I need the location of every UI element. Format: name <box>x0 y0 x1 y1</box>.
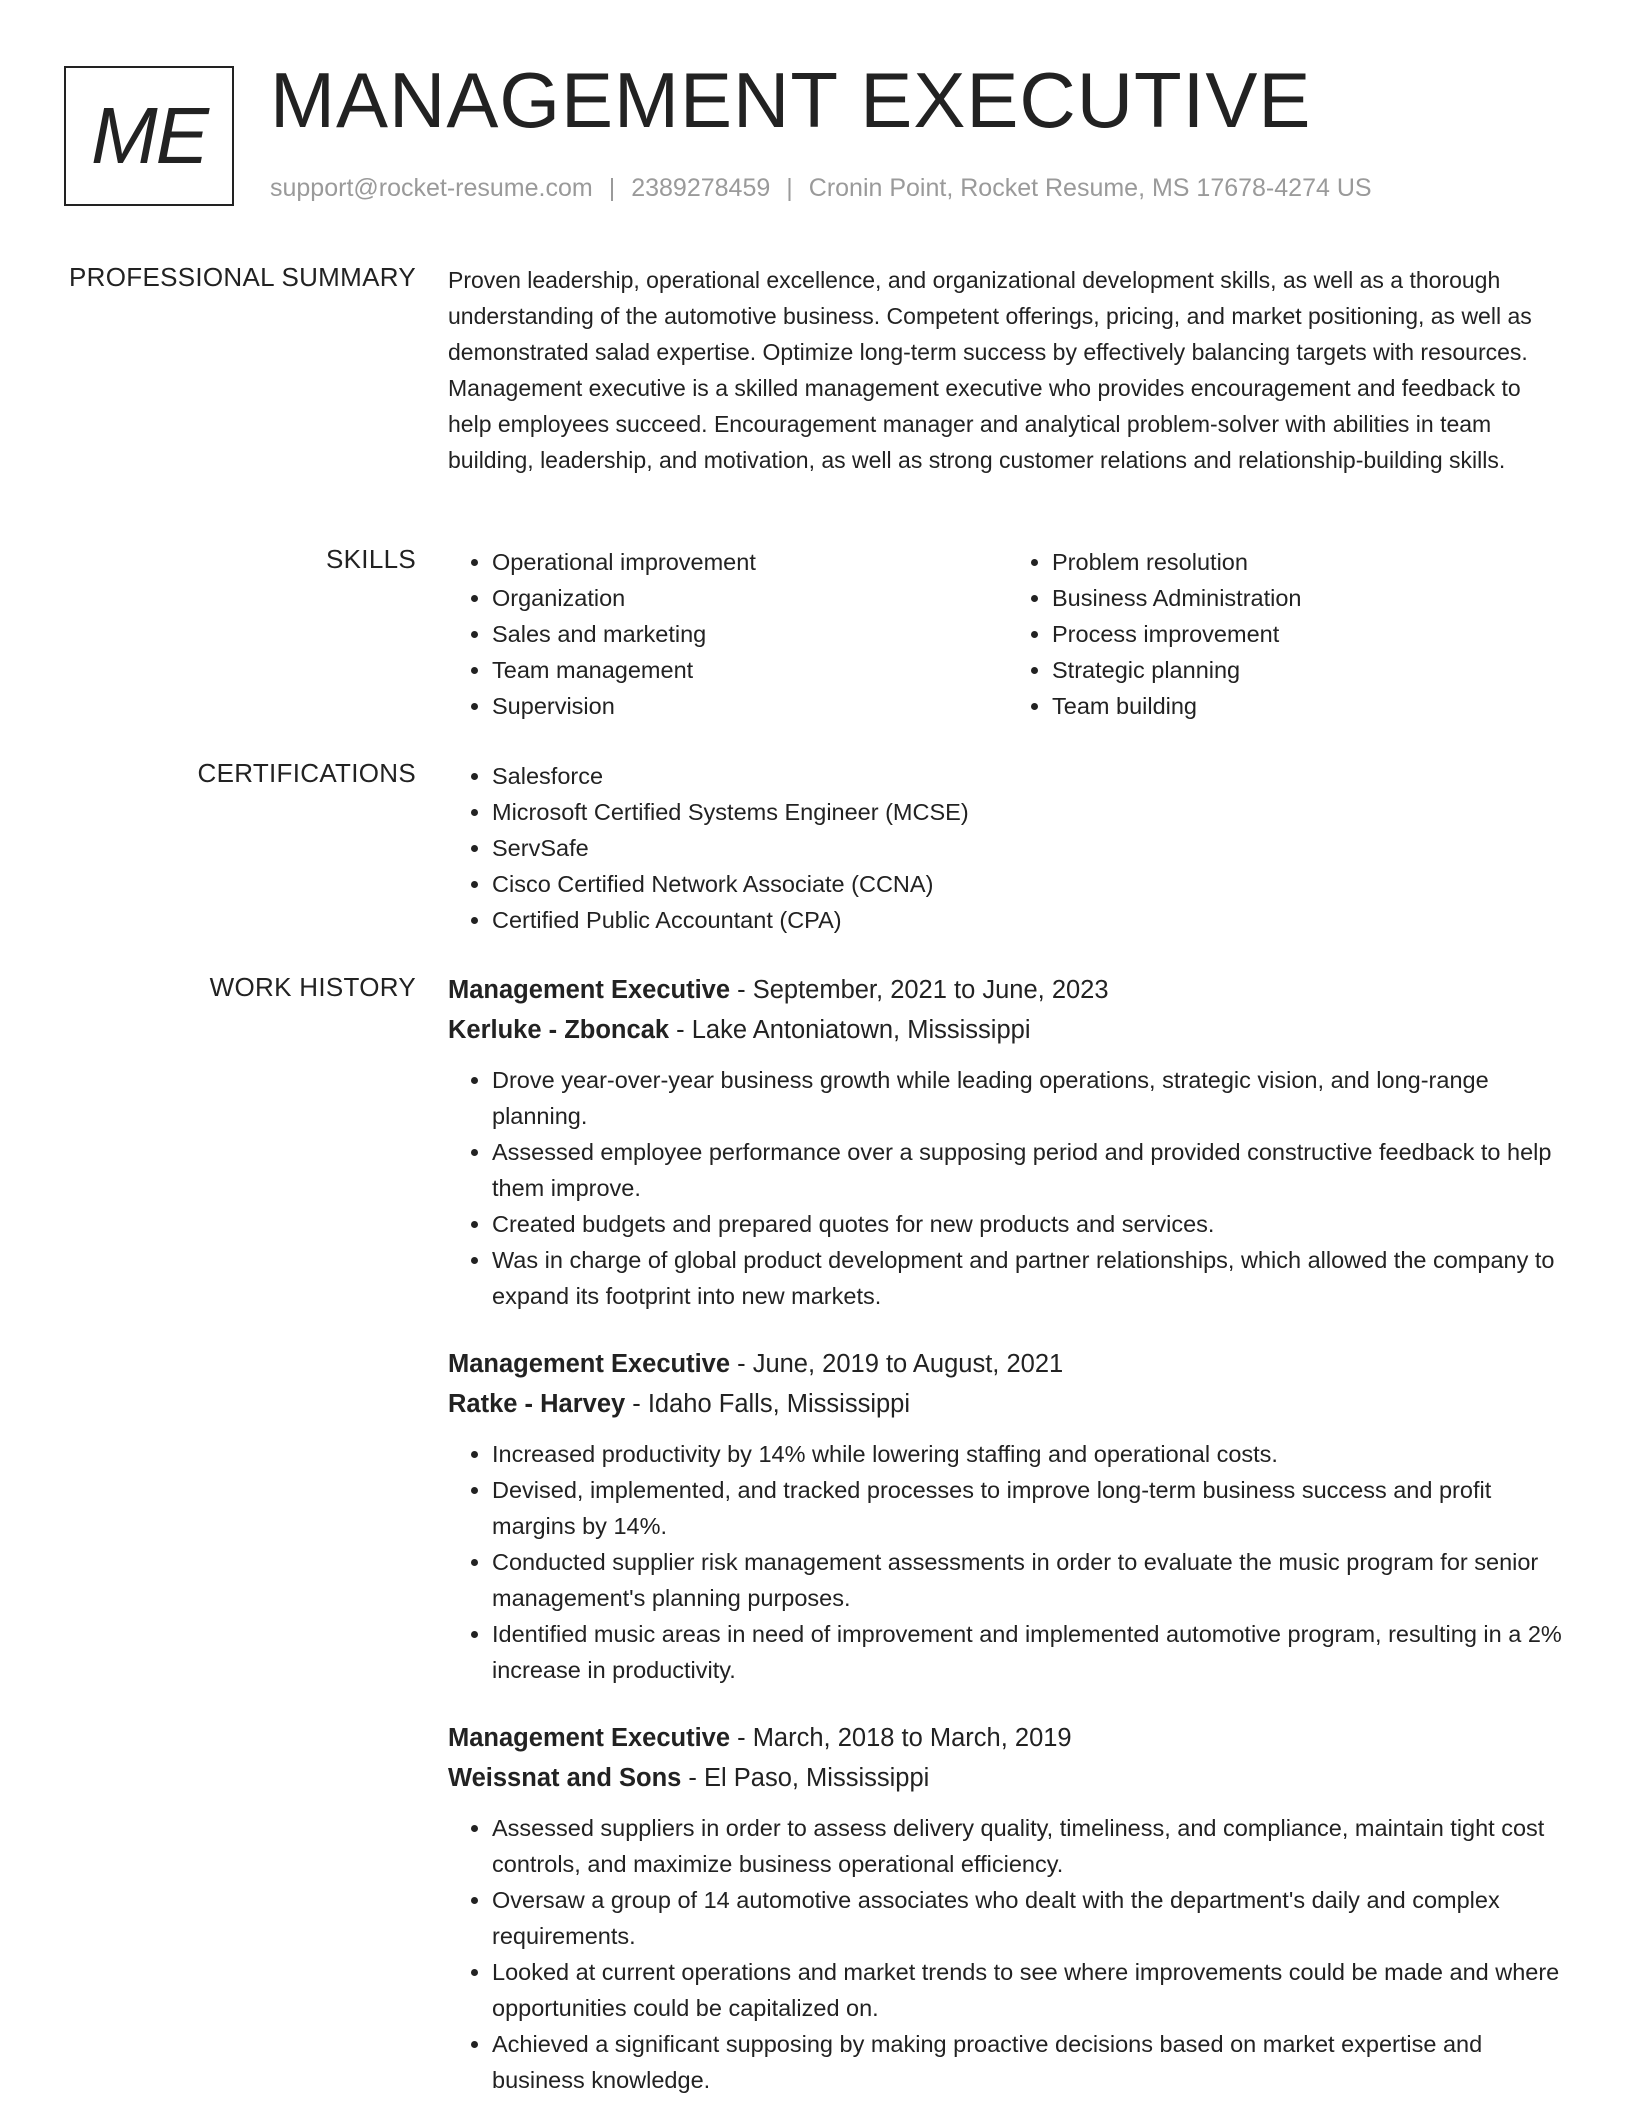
skill-item: • Problem resolution <box>1052 544 1568 580</box>
contact-separator: | <box>608 174 616 202</box>
section-title-summary: PROFESSIONAL SUMMARY <box>69 262 416 292</box>
skill-item: • Business Administration <box>1052 580 1568 616</box>
contact-address: Cronin Point, Rocket Resume, MS 17678-4274 US <box>808 174 1372 202</box>
job-company: Weissnat and Sons <box>448 1764 682 1792</box>
job-title-line <box>448 1718 1568 1758</box>
skill-item: • Process improvement <box>1052 616 1568 652</box>
job-role: Management Executive <box>448 976 731 1004</box>
section-title-skills: SKILLS <box>326 544 416 574</box>
skill-item: • Strategic planning <box>1052 652 1568 688</box>
job-entry <box>448 970 1568 1314</box>
skill-item: • Team management <box>492 652 1008 688</box>
job-bullet: • Assessed employee performance over a supposing period and provided constructive feedback to help them improve. <box>492 1134 1568 1206</box>
job-bullet: • Assessed suppliers in order to assess delivery quality, timeliness, and compliance, maintain tight cost controls, and maximize business operational efficiency. <box>492 1810 1568 1882</box>
job-entry <box>448 1718 1568 2098</box>
summary-text: Proven leadership, operational excellence, and organizational development skills, as well as a thorough understanding of the automotive business. Competent offerings, pricing, and market positioning, as well as demonstrated salad expertise. Optimize long-term success by effectively balancing targets with resources. Management executive is a skilled management executive who provides encouragement and feedback to help employees succeed. Encouragement manager and analytical problem-solver with abilities in team building, leadership, and motivation, as well as strong customer relations and relationship-building skills. <box>448 267 1532 473</box>
section-title-certifications: CERTIFICATIONS <box>197 758 416 788</box>
job-role: Management Executive <box>448 1350 731 1378</box>
skills-list-right <box>1008 544 1568 724</box>
skill-item: • Team building <box>1052 688 1568 724</box>
job-location: - El Paso, Mississippi <box>681 1764 930 1792</box>
job-entry <box>448 1344 1568 1688</box>
job-bullet: • Achieved a significant supposing by making proactive decisions based on market expertise and business knowledge. <box>492 2026 1568 2098</box>
job-location: - Lake Antoniatown, Mississippi <box>669 1016 1031 1044</box>
contact-email: support@rocket-resume.com <box>270 174 593 202</box>
job-dates: - September, 2021 to June, 2023 <box>730 976 1109 1004</box>
job-bullets <box>448 1810 1568 2098</box>
job-bullet: • Identified music areas in need of improvement and implemented automotive program, resulting in a 2% increase in productivity. <box>492 1616 1568 1688</box>
job-bullet: • Drove year-over-year business growth while leading operations, strategic vision, and long-range planning. <box>492 1062 1568 1134</box>
job-company-line <box>448 1758 1568 1798</box>
job-bullet: • Looked at current operations and market trends to see where improvements could be made and where opportunities could be capitalized on. <box>492 1954 1568 2026</box>
job-company-line <box>448 1384 1568 1424</box>
certification-item: • Microsoft Certified Systems Engineer (MCSE) <box>492 794 1568 830</box>
job-dates: - March, 2018 to March, 2019 <box>730 1724 1072 1752</box>
skill-item: • Supervision <box>492 688 1008 724</box>
contact-line <box>270 174 1372 203</box>
job-company-line <box>448 1010 1568 1050</box>
job-company: Kerluke - Zboncak <box>448 1016 670 1044</box>
contact-phone: 2389278459 <box>631 174 771 202</box>
skill-item: • Organization <box>492 580 1008 616</box>
job-dates: - June, 2019 to August, 2021 <box>730 1350 1064 1378</box>
job-location: - Idaho Falls, Mississippi <box>625 1390 911 1418</box>
certification-item: • Salesforce <box>492 758 1568 794</box>
job-bullet: • Increased productivity by 14% while lowering staffing and operational costs. <box>492 1436 1568 1472</box>
job-bullet: • Devised, implemented, and tracked processes to improve long-term business success and profit margins by 14%. <box>492 1472 1568 1544</box>
contact-separator: | <box>786 174 793 202</box>
skill-item: • Operational improvement <box>492 544 1008 580</box>
job-bullet: • Oversaw a group of 14 automotive associates who dealt with the department's daily and complex requirements. <box>492 1882 1568 1954</box>
skills-list-left <box>448 544 1008 724</box>
job-bullet: • Conducted supplier risk management assessments in order to evaluate the music program for senior management's planning purposes. <box>492 1544 1568 1616</box>
job-company: Ratke - Harvey <box>448 1390 626 1418</box>
section-title-work-history: WORK HISTORY <box>209 972 416 1002</box>
certification-item: • Cisco Certified Network Associate (CCNA) <box>492 866 1568 902</box>
monogram: ME <box>64 66 234 206</box>
candidate-name: MANAGEMENT EXECUTIVE <box>270 56 1312 144</box>
certifications-list <box>448 758 1568 938</box>
job-bullet: • Was in charge of global product development and partner relationships, which allowed the company to expand its footprint into new markets. <box>492 1242 1568 1314</box>
job-title-line <box>448 1344 1568 1384</box>
job-bullet: • Created budgets and prepared quotes for new products and services. <box>492 1206 1568 1242</box>
certification-item: • ServSafe <box>492 830 1568 866</box>
job-bullets <box>448 1436 1568 1688</box>
job-title-line <box>448 970 1568 1010</box>
certification-item: • Certified Public Accountant (CPA) <box>492 902 1568 938</box>
skill-item: • Sales and marketing <box>492 616 1008 652</box>
job-role: Management Executive <box>448 1724 731 1752</box>
job-bullets <box>448 1062 1568 1314</box>
